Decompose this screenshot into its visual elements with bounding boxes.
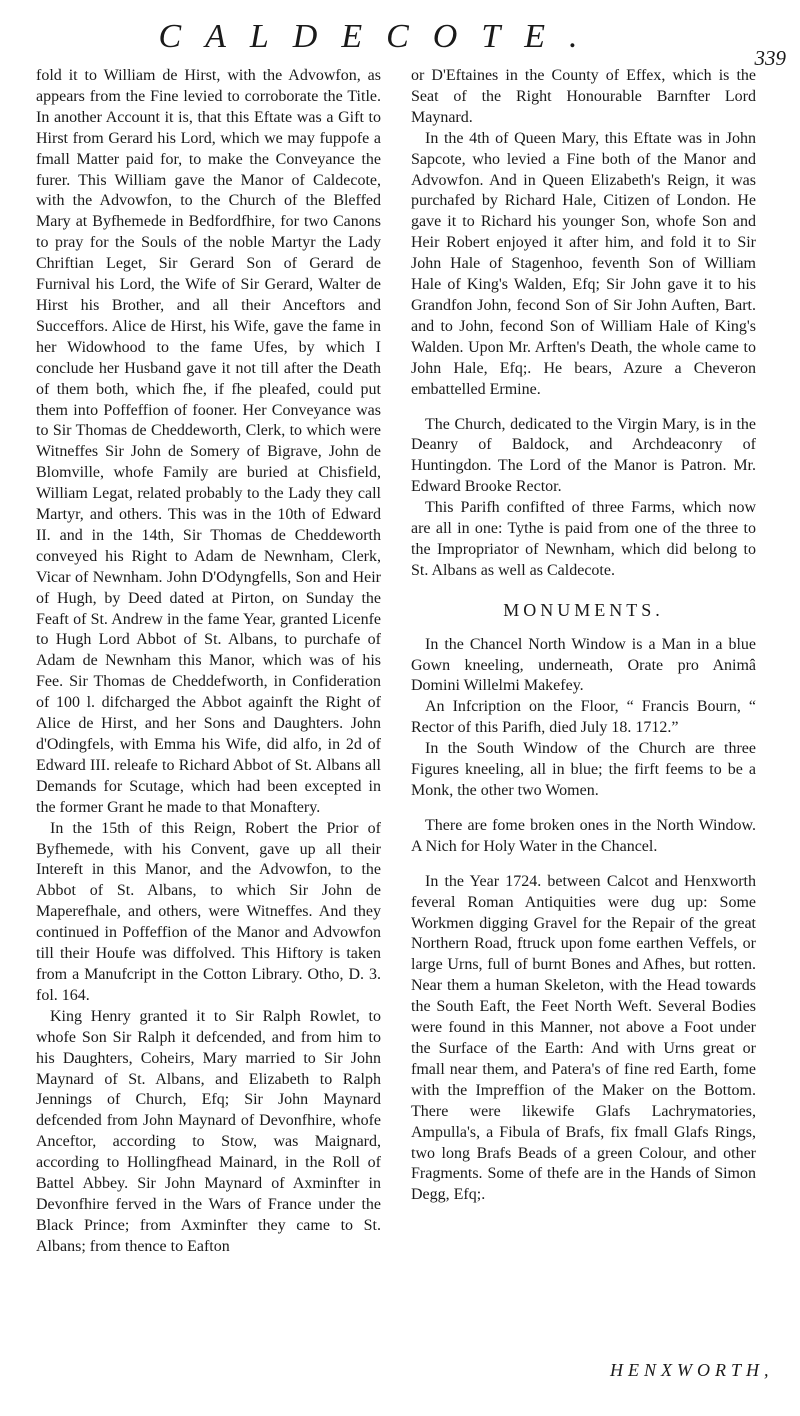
body-paragraph: King Henry granted it to Sir Ralph Rowlet, to whofe Son Sir Ralph it defcended, and from him to his Daughters, Coheirs, Mary married to Sir John Maynard of St. Albans, and Elizabeth to Ralph Jennings of Church, Efq; Sir John Maynard defcended from John Maynard of Devonfhire, whofe Anceftor, according to Stow, was Maignard, according to Hollingfhead Mainard, in the Roll of Battel Abbey. Sir John Maynard of Axminfter in Devonfhire ferved in the Wars of France under the Black Prince; from Axminfter they came to St. Albans; from thence to Eafton <box>36 1007 381 1255</box>
page-header <box>0 8 800 70</box>
body-paragraph: fold it to William de Hirst, with the Advowfon, as appears from the Fine levied to corroborate the Title. In another Account it is, that this Eftate was a Gift to Hirst from Gerard his Lord, which we may fuppofe a fmall Matter paid for, to make the Conveyance the furer. This William gave the Manor of Caldecote, with the Advowfon, to the Church of the Bleffed Mary at Byfhemede in Bedfordfhire, for two Canons to pray for the Souls of the noble Martyr the Lady Chriftian Leget, Sir Gerard Son of Gerard de Furnival his Lord, the Wife of Sir Gerard, Walter de Hirst his Brother, and all their Anceftors and Succeffors. Alice de Hirst, his Wife, gave the fame in her Widowhood to the fame Ufes, by which I conclude her Husband gave it not till after the Death of them both, which fhe, if fhe pleafed, could put them into Poffeffion of fooner. Her Conveyance was to Sir Thomas de Cheddeworth, Clerk, to which were Witneffes Sir John de Somery of Bigrave, John de Blomville, whofe Family are buried at Chisfield, William Legat, related probably to the Lady they call Martyr, and others. This was in the 10th of Edward II. and in the 14th, Sir Thomas de Cheddeworth conveyed his Right to Adam de Newnham, Clerk, Vicar of Newnham. John D'Odyngfells, Son and Heir of Hugh, by Deed dated at Pirton, on Sunday the Feaft of St. Andrew in the fame Year, granted Licenfe to Hugh Lord Abbot of St. Albans, to purchafe of Adam de Newnham this Manor, which was of his Fee. Sir Thomas de Cheddefworth, in Confideration of 100 l. difcharged the Abbot againft the Right of Alice de Hirst, and her Sons and Daughters. John d'Odingfels, with Emma his Wife, did alfo, in 2d of Edward III. releafe to Richard Abbot of St. Albans all Demands for Scutage, which had been excepted in the former Grant he made to that Monaftery. <box>36 67 381 816</box>
body-paragraph: The Church, dedicated to the Virgin Mary, is in the Deanry of Baldock, and Archdeaconry of Huntingdon. The Lord of the Manor is Patron. Mr. Edward Brooke Rector. <box>411 415 756 496</box>
body-paragraph: This Parifh confifted of three Farms, which now are all in one: Tythe is paid from one of the three to the Impropriator of Newnham, which did belong to St. Albans as well as Caldecote. <box>411 499 756 579</box>
left-column <box>36 66 381 1258</box>
paragraph-gap <box>411 401 756 415</box>
body-paragraph: An Infcription on the Floor, “ Francis Bourn, “ Rector of this Parifh, died July 18. 1712.” <box>411 698 756 737</box>
page-number: 339 <box>754 46 786 70</box>
paragraph-gap <box>411 858 756 872</box>
paragraph-gap <box>411 802 756 816</box>
body-paragraph: There are fome broken ones in the North Window. A Nich for Holy Water in the Chancel. <box>411 816 756 855</box>
body-paragraph: In the 15th of this Reign, Robert the Prior of Byfhemede, with his Convent, gave up all their Intereft in this Manor, and the Advowfon, to the Abbot of St. Albans, to which Sir John de Maperefhale, and others, were Witneffes. And they continued in Poffeffion of the Manor and Advowfon till their Houfe was diffolved. This Hiftory is taken from a Manufcript in the Cotton Library. Otho, D. 3. fol. 164. <box>36 819 381 1004</box>
body-paragraph: or D'Eftaines in the County of Effex, which is the Seat of the Right Honourable Barnfter Lord Maynard. <box>411 67 756 126</box>
body-paragraph: In the Year 1724. between Calcot and Henxworth feveral Roman Antiquities were dug up: Some Workmen digging Gravel for the Repair of the great Northern Road, ftruck upon fome earthen Veffels, or large Urns, full of burnt Bones and Afhes, but rotten. Near them a human Skeleton, with the Head towards the South Eaft, the Feet North Weft. Several Bodies were found in this Manner, not above a Foot under the Surface of the Earth: And with Urns great or fmall near them, and Patera's of fine red Earth, fome with the Impreffion of the Maker on the Bottom. There were likewife Glafs Lachrymatories, Ampulla's, a Fibula of Brafs, fix fmall Glafs Rings, two long Brafs Beads of a green Colour, and other Fragments. Some of thefe are in the Hands of Simon Degg, Efq;. <box>411 872 756 1204</box>
right-column <box>411 66 756 1206</box>
running-title: CALDECOTE. <box>158 18 602 55</box>
catchword: HENXWORTH, <box>610 1360 774 1380</box>
body-paragraph: In the 4th of Queen Mary, this Eftate was in John Sapcote, who levied a Fine both of the Manor and Advowfon. And in Queen Elizabeth's Reign, it was purchafed by Richard Hale, Citizen of London. He gave it to Richard his younger Son, whofe Son and Heir Robert enjoyed it after him, and fold it to Sir John Hale of Stagenhoo, feventh Son of William Hale of King's Walden, Efq; Sir John gave it to his Grandfon John, fecond Son of Sir John Auften, Bart. and to John, fecond Son of William Hale of King's Walden. Upon Mr. Arften's Death, the whole came to John Hale, Efq;. He bears, Azure a Cheveron embattelled Ermine. <box>411 129 756 398</box>
body-paragraph: In the South Window of the Church are three Figures kneeling, all in blue; the firft feems to be a Monk, the other two Women. <box>411 740 756 799</box>
body-paragraph: In the Chancel North Window is a Man in a blue Gown kneeling, underneath, Orate pro Animâ Domini Willelmi Makefey. <box>411 635 756 695</box>
monuments-heading: MONUMENTS. <box>503 599 664 620</box>
